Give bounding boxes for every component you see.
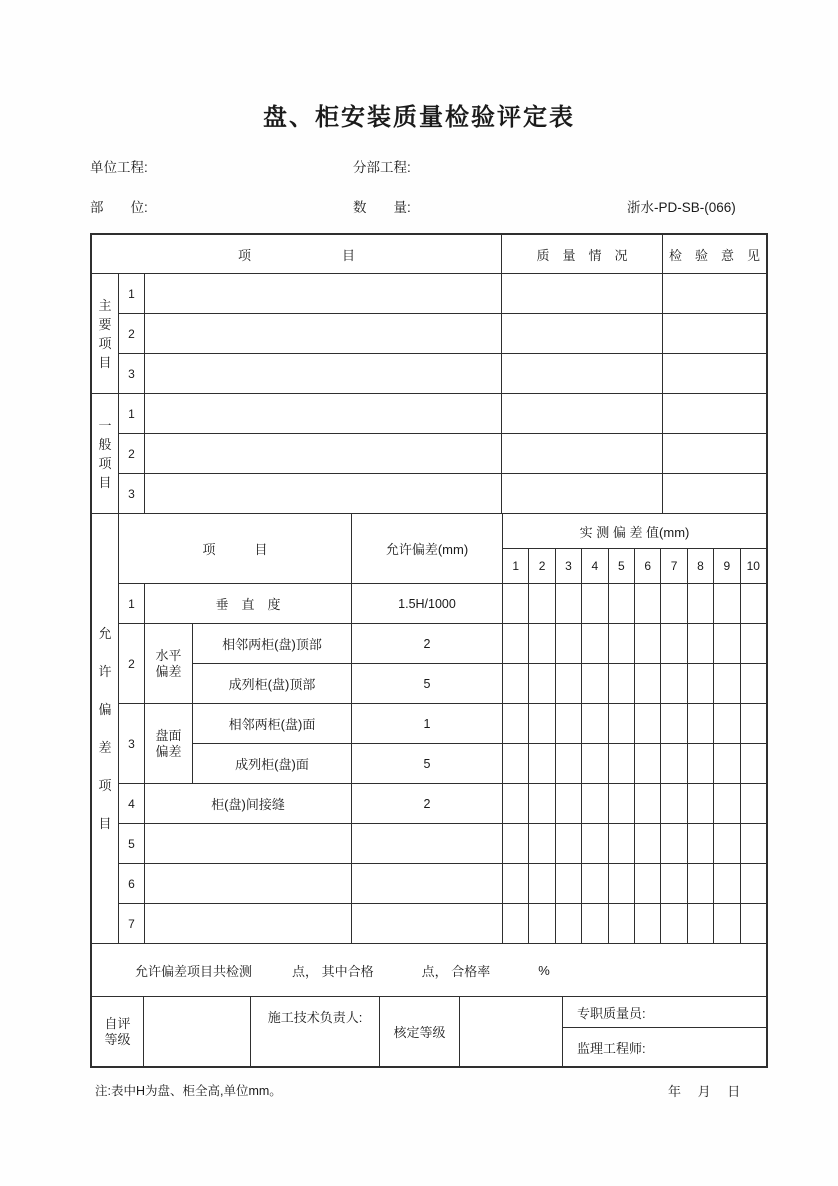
blank-cell (714, 584, 739, 623)
blank-cell (688, 904, 713, 943)
summary-rate-label: 点， 合格率 (421, 963, 491, 979)
blank-cell (582, 864, 607, 903)
blank-cell (145, 824, 351, 863)
blank-cell (688, 624, 713, 663)
section-label-main-items (92, 274, 118, 393)
row-number: 2 (119, 624, 144, 703)
deviation-header-item: 项 目 (119, 514, 351, 583)
blank-cell (635, 704, 660, 743)
summary-checked-label: 允许偏差项目共检测 (135, 963, 253, 979)
blank-cell (556, 784, 581, 823)
page-title: 盘、柜安装质量检验评定表 (263, 104, 575, 131)
blank-cell (502, 314, 662, 353)
deviation-header-measured: 实 测 偏 差 值(mm) (503, 514, 766, 548)
section-label-deviation (92, 514, 118, 943)
section-label-general-items (92, 394, 118, 513)
blank-cell (145, 434, 501, 473)
row-number: 2 (119, 314, 144, 353)
blank-cell (582, 824, 607, 863)
deviation-item-name: 相邻两柜(盘)面 (193, 704, 351, 743)
blank-cell (741, 904, 766, 943)
blank-cell (609, 624, 634, 663)
blank-cell (741, 744, 766, 783)
blank-cell (582, 784, 607, 823)
date-line: 年 月 日 (668, 1084, 741, 1099)
row-number: 1 (119, 584, 144, 623)
blank-cell (145, 314, 501, 353)
measured-col-number: 8 (688, 549, 713, 583)
blank-cell (503, 664, 528, 703)
blank-cell (688, 744, 713, 783)
blank-cell (688, 664, 713, 703)
self-grade-label: 自评等级 (104, 1015, 131, 1047)
part-label: 部 位: (90, 200, 148, 215)
blank-cell (609, 584, 634, 623)
inspection-table (90, 233, 768, 1068)
blank-cell (502, 274, 662, 313)
blank-cell (635, 744, 660, 783)
tech-director-label: 施工技术负责人: (251, 997, 379, 1066)
blank-cell (609, 704, 634, 743)
blank-cell (609, 824, 634, 863)
signature-row (92, 997, 766, 1066)
summary-row (92, 944, 766, 996)
row-number: 4 (119, 784, 144, 823)
blank-cell (688, 824, 713, 863)
blank-cell (556, 904, 581, 943)
blank-cell (503, 784, 528, 823)
blank-cell (503, 904, 528, 943)
blank-cell (529, 704, 554, 743)
blank-cell (741, 784, 766, 823)
col-header-item: 项 目 (92, 235, 501, 273)
row-number: 1 (119, 394, 144, 433)
verified-grade-label: 核定等级 (380, 997, 459, 1066)
blank-cell (503, 704, 528, 743)
blank-cell (635, 624, 660, 663)
quality-officer-label: 专职质量员: (563, 997, 766, 1028)
blank-cell (529, 904, 554, 943)
blank-cell (741, 664, 766, 703)
blank-cell (714, 904, 739, 943)
main-items-label: 主要项目 (98, 297, 112, 370)
blank-cell (635, 664, 660, 703)
blank-cell (609, 744, 634, 783)
row-number: 7 (119, 904, 144, 943)
deviation-group-label: 水平偏差 (155, 647, 182, 679)
general-items-label: 一般项目 (98, 417, 112, 490)
blank-cell (582, 704, 607, 743)
measured-col-number: 6 (635, 549, 660, 583)
blank-cell (714, 864, 739, 903)
blank-cell (635, 784, 660, 823)
blank-cell (503, 624, 528, 663)
row-number: 5 (119, 824, 144, 863)
blank-cell (609, 664, 634, 703)
blank-cell (582, 664, 607, 703)
blank-cell (529, 584, 554, 623)
measured-col-number: 4 (582, 549, 607, 583)
blank-cell (663, 434, 766, 473)
allowed-deviation-value: 1.5H/1000 (352, 584, 502, 623)
blank-cell (529, 664, 554, 703)
blank-cell (661, 744, 686, 783)
blank-cell (661, 704, 686, 743)
deviation-label: 允许偏差项目 (98, 625, 112, 831)
blank-cell (661, 784, 686, 823)
measured-col-number: 2 (529, 549, 554, 583)
deviation-header-allowed: 允许偏差(mm) (352, 514, 502, 583)
blank-cell (688, 864, 713, 903)
blank-cell (661, 864, 686, 903)
blank-cell (609, 784, 634, 823)
blank-cell (663, 274, 766, 313)
measured-col-number: 10 (741, 549, 766, 583)
blank-cell (502, 434, 662, 473)
blank-cell (556, 664, 581, 703)
blank-cell (661, 824, 686, 863)
summary-qualified-label: 点， 其中合格 (292, 963, 374, 979)
blank-cell (714, 824, 739, 863)
blank-cell (609, 864, 634, 903)
blank-cell (661, 584, 686, 623)
allowed-deviation-value: 2 (352, 784, 502, 823)
blank-cell (503, 864, 528, 903)
measured-col-number: 7 (661, 549, 686, 583)
self-grade-cell (92, 997, 143, 1066)
blank-cell (635, 824, 660, 863)
deviation-item-name: 垂 直 度 (145, 584, 351, 623)
self-grade-value-cell (144, 997, 250, 1066)
blank-cell (663, 354, 766, 393)
blank-cell (502, 474, 662, 513)
blank-cell (714, 624, 739, 663)
blank-cell (609, 904, 634, 943)
row-number: 3 (119, 704, 144, 783)
deviation-item-name: 柜(盘)间接缝 (145, 784, 351, 823)
blank-cell (145, 394, 501, 433)
deviation-group-label: 盘面偏差 (155, 727, 182, 759)
blank-cell (661, 624, 686, 663)
blank-cell (529, 864, 554, 903)
blank-cell (503, 824, 528, 863)
blank-cell (688, 704, 713, 743)
blank-cell (556, 864, 581, 903)
row-number: 6 (119, 864, 144, 903)
blank-cell (352, 864, 502, 903)
blank-cell (503, 584, 528, 623)
quantity-label: 数 量: (353, 200, 411, 215)
items-section (92, 235, 766, 513)
row-number: 3 (119, 354, 144, 393)
deviation-group (145, 624, 192, 703)
allowed-deviation-value: 5 (352, 664, 502, 703)
measured-col-number: 3 (556, 549, 581, 583)
blank-cell (556, 824, 581, 863)
blank-cell (582, 904, 607, 943)
blank-cell (145, 864, 351, 903)
division-project-label: 分部工程: (353, 160, 411, 175)
blank-cell (714, 704, 739, 743)
blank-cell (635, 904, 660, 943)
blank-cell (582, 584, 607, 623)
blank-cell (741, 584, 766, 623)
blank-cell (582, 744, 607, 783)
blank-cell (635, 584, 660, 623)
row-number: 1 (119, 274, 144, 313)
blank-cell (714, 664, 739, 703)
col-header-quality: 质 量 情 况 (502, 235, 662, 273)
blank-cell (145, 354, 501, 393)
blank-cell (582, 624, 607, 663)
blank-cell (556, 704, 581, 743)
measured-col-number: 5 (609, 549, 634, 583)
blank-cell (529, 624, 554, 663)
blank-cell (741, 624, 766, 663)
blank-cell (556, 744, 581, 783)
measured-col-number: 1 (503, 549, 528, 583)
signatures-cell (563, 997, 766, 1066)
blank-cell (556, 584, 581, 623)
allowed-deviation-value: 5 (352, 744, 502, 783)
blank-cell (714, 784, 739, 823)
blank-cell (663, 314, 766, 353)
blank-cell (145, 904, 351, 943)
blank-cell (741, 824, 766, 863)
summary-percent-sign: % (538, 962, 550, 978)
blank-cell (145, 474, 501, 513)
unit-project-label: 单位工程: (90, 160, 148, 175)
row-number: 3 (119, 474, 144, 513)
blank-cell (635, 864, 660, 903)
blank-cell (556, 624, 581, 663)
deviation-item-name: 成列柜(盘)顶部 (193, 664, 351, 703)
blank-cell (502, 394, 662, 433)
blank-cell (741, 704, 766, 743)
blank-cell (663, 474, 766, 513)
blank-cell (661, 664, 686, 703)
blank-cell (529, 744, 554, 783)
blank-cell (529, 784, 554, 823)
blank-cell (661, 904, 686, 943)
blank-cell (352, 824, 502, 863)
deviation-item-name: 相邻两柜(盘)顶部 (193, 624, 351, 663)
allowed-deviation-value: 1 (352, 704, 502, 743)
row-number: 2 (119, 434, 144, 473)
blank-cell (741, 864, 766, 903)
col-header-opinion: 检 验 意 见 (663, 235, 766, 273)
blank-cell (663, 394, 766, 433)
verified-grade-value-cell (460, 997, 562, 1066)
blank-cell (145, 274, 501, 313)
supervising-engineer-label: 监理工程师: (577, 1040, 646, 1056)
table-note: 注:表中H为盘、柜全高,单位mm。 (95, 1084, 282, 1098)
deviation-group (145, 704, 192, 783)
blank-cell (529, 824, 554, 863)
deviation-section (92, 514, 766, 943)
blank-cell (352, 904, 502, 943)
allowed-deviation-value: 2 (352, 624, 502, 663)
blank-cell (688, 784, 713, 823)
deviation-item-name: 成列柜(盘)面 (193, 744, 351, 783)
blank-cell (688, 584, 713, 623)
form-code: 浙水-PD-SB-(066) (627, 200, 736, 215)
measured-col-number: 9 (714, 549, 739, 583)
blank-cell (502, 354, 662, 393)
blank-cell (503, 744, 528, 783)
blank-cell (714, 744, 739, 783)
